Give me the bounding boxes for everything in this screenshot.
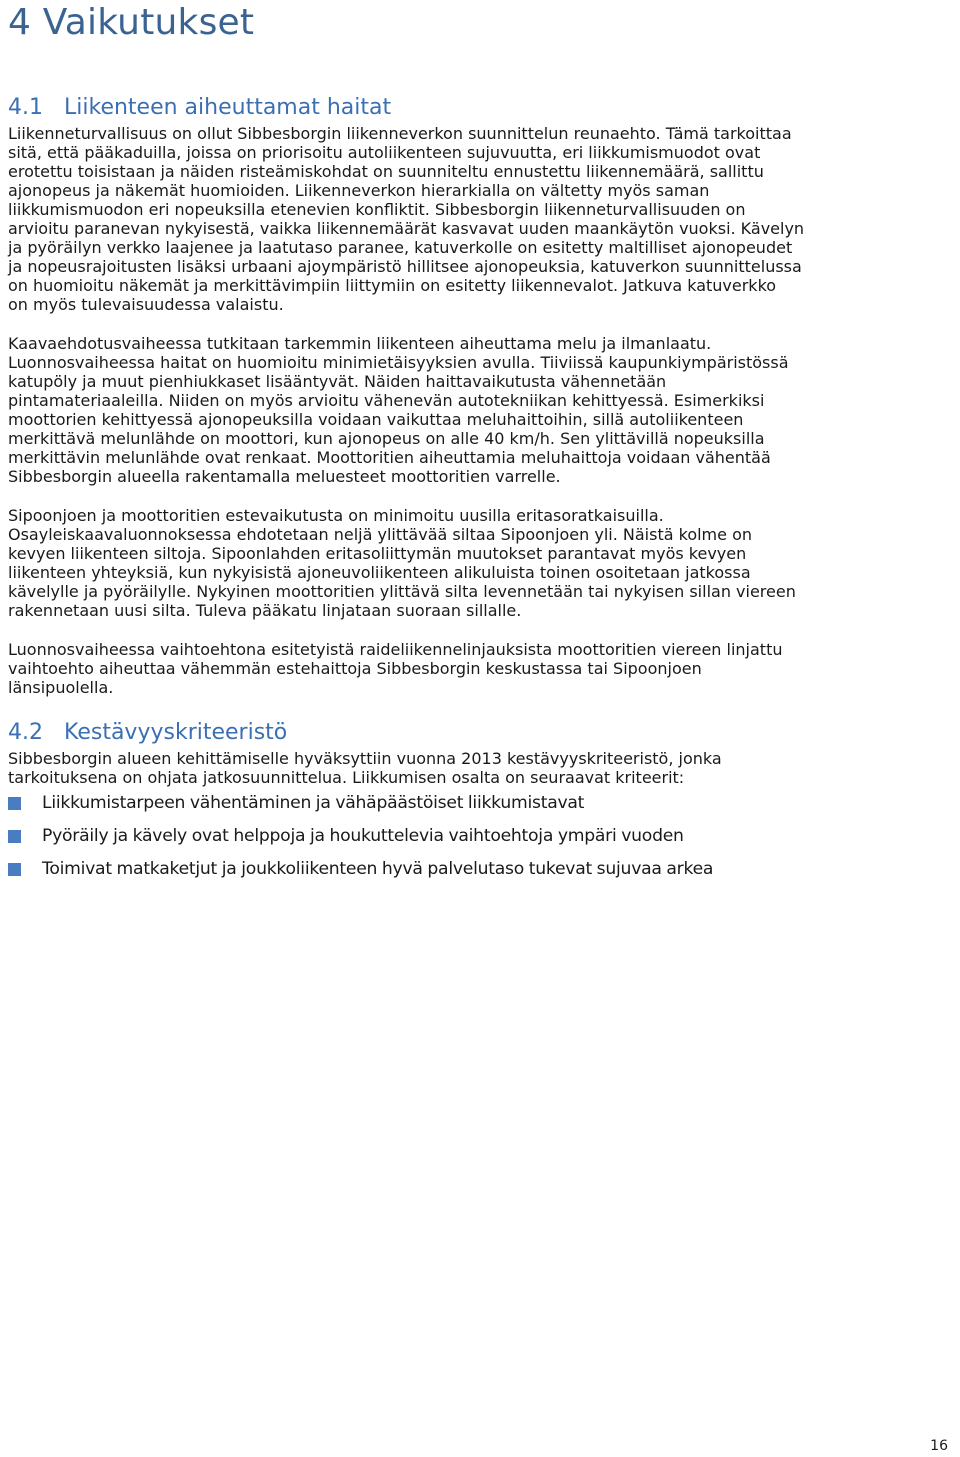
section-heading-4-2 — [8, 719, 952, 747]
text-line: Luonnosvaiheessa vaihtoehtona esitetyistä raideliikennelinjauksista moottoritien viereen linjattu — [8, 640, 783, 659]
text-line: vaihtoehto aiheuttaa vähemmän estehaittoja Sibbesborgin keskustassa tai Sipoonjoen — [8, 659, 702, 678]
text-line: tarkoituksena on ohjata jatkosuunnittelua. Liikkumisen osalta on seuraavat kriteerit: — [8, 768, 685, 787]
list-item — [8, 853, 952, 886]
list-item — [8, 787, 952, 820]
text-line: Osayleiskaavaluonnoksessa ehdotetaan neljä ylittävää siltaa Sipoonjoen yli. Näistä kolme on — [8, 525, 752, 544]
text-line: Liikenneturvallisuus on ollut Sibbesborgin liikenneverkon suunnittelun reunaehto. Tämä tarkoittaa — [8, 124, 792, 143]
text-line: liikenteen yhteyksiä, kun nykyisistä ajoneuvoliikenteen alikuluista toinen osoitetaan jatkossa — [8, 563, 751, 582]
text-line: pintamateriaaleilla. Niiden on myös arvioitu vähenevän autotekniikan kehittyessä. Esimerkiksi — [8, 391, 765, 410]
text-line: erotettu toisistaan ja näiden risteämiskohdat on suunniteltu ennustettu liikennemäärä, sallittu — [8, 162, 764, 181]
section-heading-4-1 — [8, 94, 952, 122]
text-line: katupöly ja muut pienhiukkaset lisääntyvät. Näiden haittavaikutusta vähennetään — [8, 372, 667, 391]
text-line: moottorien kehittyessä ajonopeuksilla voidaan vaikuttaa meluhaittoihin, sillä autoliikenteen — [8, 410, 744, 429]
text-line: ja pyöräilyn verkko laajenee ja laatutaso paranee, katuverkolle on esitetty maltilliset ajonopeudet — [8, 238, 793, 257]
text-line: kävelylle ja pyöräilylle. Nykyinen moottoritien ylittävä silta levennetään tai nykyisen sillan viereen — [8, 582, 796, 601]
paragraph-4 — [8, 640, 952, 697]
section-number: 4.2 — [8, 720, 43, 745]
square-bullet-icon — [8, 797, 21, 810]
text-line: kevyen liikenteen siltoja. Sipoonlahden eritasoliittymän muutokset parantavat myös kevyen — [8, 544, 747, 563]
text-line: on huomioitu näkemät ja merkittävimpiin liittymiin on esitetty liikennevalot. Jatkuva katuverkko — [8, 276, 777, 295]
paragraph-intro — [8, 749, 952, 787]
text-line: Sibbesborgin alueen kehittämiselle hyväksyttiin vuonna 2013 kestävyyskriteeristö, jonka — [8, 749, 722, 768]
text-line: sitä, että pääkaduilla, joissa on priorisoitu autoliikenteen sujuvuutta, eri liikkumismuodot ovat — [8, 143, 761, 162]
paragraph-3 — [8, 506, 952, 620]
square-bullet-icon — [8, 830, 21, 843]
text-line: arvioitu paranevan nykyisestä, vaikka liikennemäärät kasvavat uuden maankäytön vuoksi. Kävelyn — [8, 219, 805, 238]
paragraph-1 — [8, 124, 952, 314]
list-item-text: Pyöräily ja kävely ovat helppoja ja houkuttelevia vaihtoehtoja ympäri vuoden — [42, 826, 684, 847]
page-number: 16 — [930, 1438, 948, 1454]
section-number: 4.1 — [8, 95, 43, 120]
list-item-text: Liikkumistarpeen vähentäminen ja vähäpäästöiset liikkumistavat — [42, 793, 585, 813]
text-line: on myös tulevaisuudessa valaistu. — [8, 295, 284, 314]
text-line: ajonopeus ja näkemät huomioiden. Liikenneverkon hierarkialla on vältetty myös saman — [8, 181, 710, 200]
text-line: merkittävin melunlähde ovat renkaat. Moottoritien aiheuttamia meluhaittoja voidaan vähentää — [8, 448, 771, 467]
section-title: Kestävyyskriteeristö — [64, 720, 288, 745]
text-line: Sipoonjoen ja moottoritien estevaikutusta on minimoitu uusilla eritasoratkaisuilla. — [8, 506, 664, 525]
text-line: liikkumismuodon eri nopeuksilla etenevien konfliktit. Sibbesborgin liikenneturvallisuuden on — [8, 200, 746, 219]
text-line: Luonnosvaiheessa haitat on huomioitu minimietäisyyksien avulla. Tiiviissä kaupunkiympäristössä — [8, 353, 789, 372]
list-item-text: Toimivat matkaketjut ja joukkoliikenteen hyvä palvelutaso tukevat sujuvaa arkea — [42, 859, 714, 880]
text-line: rakennetaan uusi silta. Tuleva pääkatu linjataan suoraan sillalle. — [8, 601, 522, 620]
text-line: Sibbesborgin alueella rakentamalla meluesteet moottoritien varrelle. — [8, 467, 561, 486]
text-line: merkittävä melunlähde on moottori, kun ajonopeus on alle 40 km/h. Sen ylittävillä nopeuksilla — [8, 429, 765, 448]
list-item — [8, 820, 952, 853]
square-bullet-icon — [8, 863, 21, 876]
paragraph-2 — [8, 334, 952, 486]
document-page — [8, 0, 952, 886]
section-title: Liikenteen aiheuttamat haitat — [64, 95, 392, 120]
text-line: ja nopeusrajoitusten lisäksi urbaani ajoympäristö hillitsee ajonopeuksia, katuverkon suunnittelussa — [8, 257, 802, 276]
text-line: Kaavaehdotusvaiheessa tutkitaan tarkemmin liikenteen aiheuttama melu ja ilmanlaatu. — [8, 334, 712, 353]
criteria-list — [8, 787, 952, 886]
text-line: länsipuolella. — [8, 678, 114, 697]
chapter-heading: 4 Vaikutukset — [8, 2, 255, 43]
